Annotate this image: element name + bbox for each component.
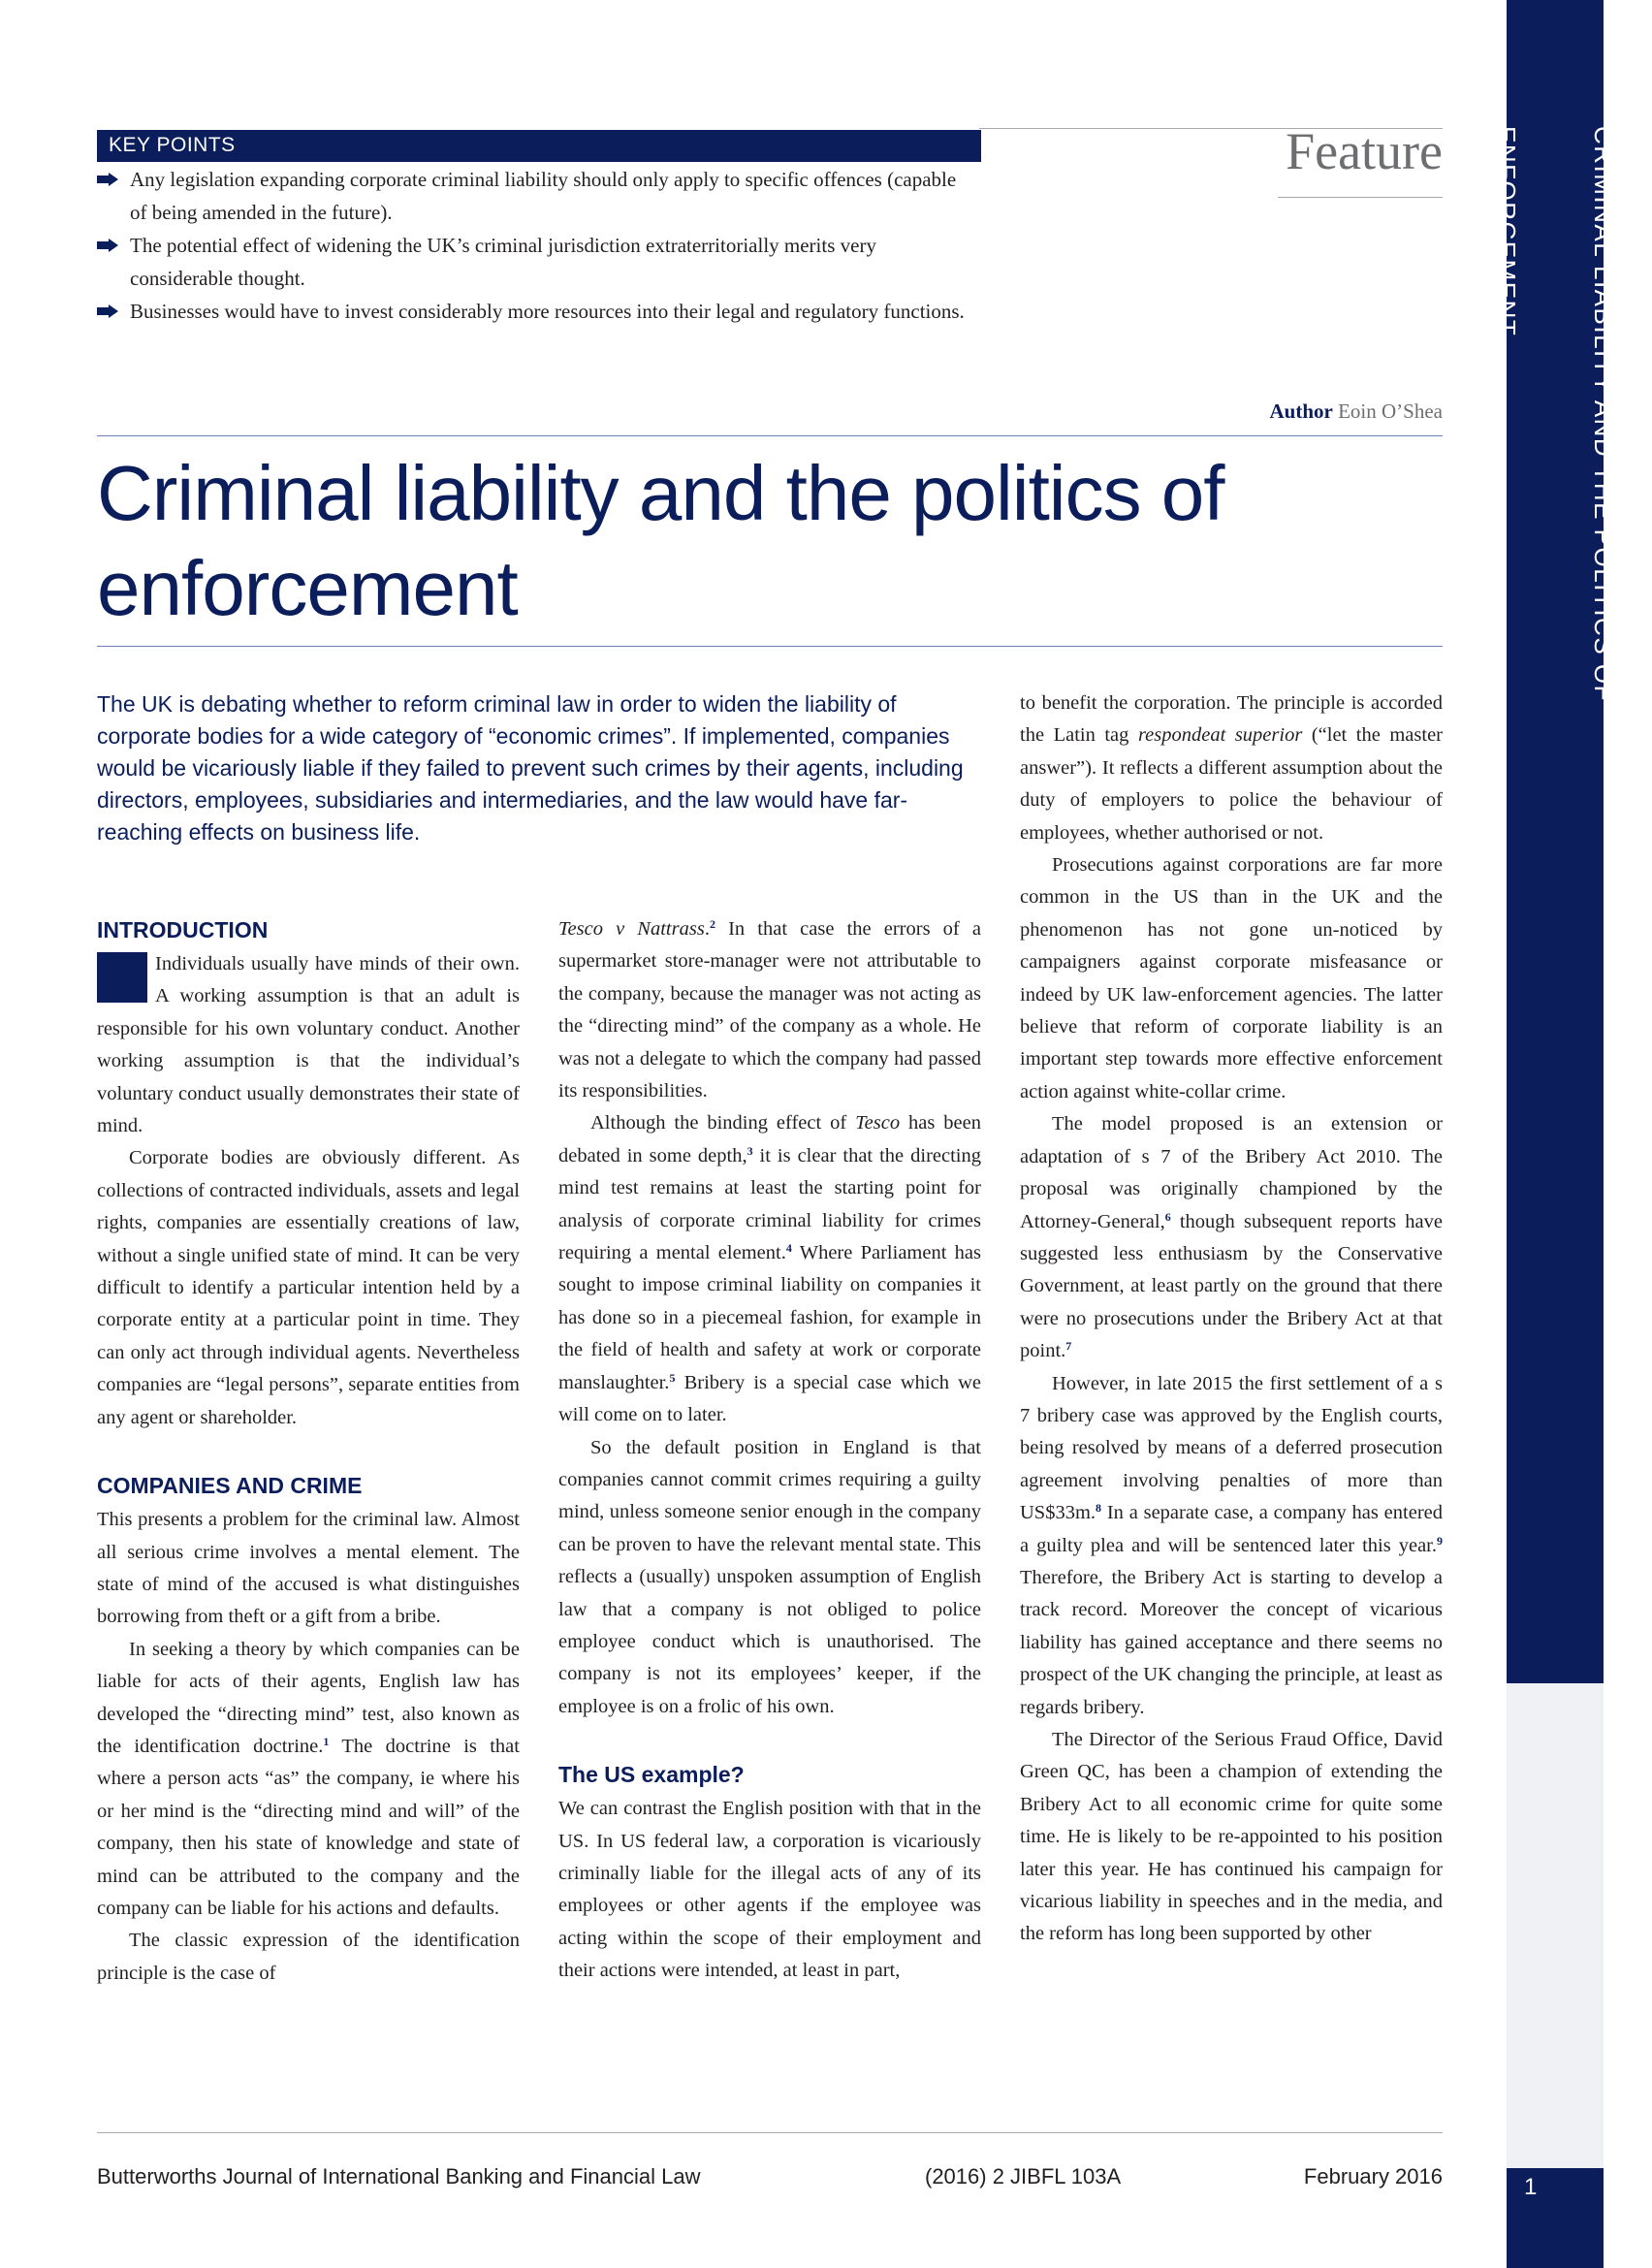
author-name: Eoin O’Shea xyxy=(1338,399,1443,423)
footnote-ref: 5 xyxy=(669,1370,676,1385)
footer-journal: Butterworths Journal of International Banking and Financial Law xyxy=(97,2164,701,2188)
arrow-bullet-icon xyxy=(97,304,118,318)
footer-rule xyxy=(97,2132,1443,2133)
paragraph: Tesco v Nattrass.$^2$ In that case the errors of a supermarket store-manager were not attributable to the company, because the manager was not acting as the “directing mind” of the company as a whole. He was not a delegate to which the company had passed its responsibilities. xyxy=(558,917,981,1102)
sidebar-lower-band xyxy=(1507,1683,1604,2168)
sidebar-running-title: CRIMINAL LIABILITY AND THE POLITICS OF ENFORCEMENT xyxy=(1492,126,1618,702)
paragraph: This presents a problem for the criminal law. Almost all serious crime involves a mental element. The state of mind of the accused is what distinguishes borrowing from theft or a gift from a bribe. xyxy=(97,1509,520,1628)
section-label-rule xyxy=(1278,197,1443,198)
footnote-ref: 7 xyxy=(1065,1339,1072,1354)
paragraph: The Director of the Serious Fraud Office, David Green QC, has been a champion of extending the Bribery Act to all economic crime for quite some time. He is likely to be re-appointed to his position later this year. He has continued his campaign for vicarious liability in speeches and in the media, and the reform has long been supported by other xyxy=(1020,1729,1443,1945)
paragraph: We can contrast the English position with that in the US. In US federal law, a corporation is vicariously criminally liable for the illegal acts of any of its employees or other agents if the employee was acting within the scope of their employment and their actions were intended, at least in part, xyxy=(558,1798,981,1982)
standfirst: The UK is debating whether to reform criminal law in order to widen the liability of corporate bodies for a wide category of “economic crimes”. If implemented, companies would be vicariously liable if they failed to prevent such crimes by their agents, including directors, employees, subsidiaries and intermediaries, and the law would have far-reaching effects on business life. xyxy=(97,691,964,845)
heading-introduction: INTRODUCTION xyxy=(97,917,269,942)
heading-us-example: The US example? xyxy=(558,1762,745,1788)
page-number: 1 xyxy=(1507,2168,1604,2268)
key-point-item: Any legislation expanding corporate criminal liability should only apply to specific offences (capable of being amended in the future). xyxy=(97,163,969,229)
key-point-item: Businesses would have to invest considerably more resources into their legal and regulatory functions. xyxy=(97,295,969,328)
footnote-ref: 6 xyxy=(1164,1209,1171,1224)
footnote-ref: 9 xyxy=(1437,1533,1443,1548)
article-title: Criminal liability and the politics of enforcement xyxy=(97,450,1224,631)
paragraph: So the default position in England is that companies cannot commit crimes requiring a guilty mind, unless someone senior enough in the company can be proven to have the relevant mental state. This reflects a (usually) unspoken assumption of English law that a company is not obliged to police employee conduct which is unauthorised. The company is not its employees’ keeper, if the employee is on a frolic of his own. xyxy=(558,1436,981,1717)
section-label: Feature xyxy=(1286,122,1443,180)
title-rule-bottom xyxy=(97,646,1443,647)
paragraph: In seeking a theory by which companies can be liable for acts of their agents, English law has developed the “directing mind” test, also known as the identification doctrine.$^1$ The doctrine is that where a person acts “as” the company, ie where his or her mind is the “directing mind and will” of the company, then his state of knowledge and state of mind can be attributed to the company and the company can be liable for his actions and defaults. xyxy=(97,1638,520,1919)
key-points-list xyxy=(97,163,969,328)
case-name: Tesco v Nattrass xyxy=(558,918,705,940)
key-points-heading: KEY POINTS xyxy=(97,130,981,162)
paragraph: The classic expression of the identification principle is the case of xyxy=(97,1930,520,1984)
footnote-ref: 8 xyxy=(1096,1501,1102,1516)
paragraph: Although the binding effect of Tesco has been debated in some depth,$^3$ it is clear that the directing mind test remains at least the starting point for analysis of corporate criminal liability for crimes requiring a mental element.$^4$ Where Parliament has sought to impose criminal liability on companies it has done so in a piecemeal fashion, for example in the field of health and safety at work or corporate manslaughter.$^5$ Bribery is a special case which we will come on to later. xyxy=(558,1112,981,1426)
footnote-ref: 4 xyxy=(785,1241,792,1256)
paragraph: However, in late 2015 the first settlement of a s 7 bribery case was approved by the English courts, being resolved by means of a deferred prosecution agreement involving penalties of more than US$33m.$^8$ In a separate case, a company has entered a guilty plea and will be sentenced later this year.$^9$ Therefore, the Bribery Act is starting to develop a track record. Moreover the concept of vicarious liability has gained acceptance and there seems no prospect of the UK changing the principle, at least as regards bribery. xyxy=(1020,1372,1443,1718)
column-1 xyxy=(97,913,520,1990)
paragraph: Prosecutions against corporations are far more common in the US than in the UK and the phenomenon has not gone un-noticed by campaigners against corporate misfeasance or indeed by UK law-enforcement agencies. The latter believe that reform of corporate liability is an important step towards more effective enforcement action against white-collar crime. xyxy=(1020,854,1443,1102)
column-2 xyxy=(558,913,981,1988)
paragraph: The model proposed is an extension or adaptation of s 7 of the Bribery Act 2010. The proposal was originally championed by the Attorney-General,$^6$ though subsequent reports have suggested less enthusiasm by the Conservative Government, at least partly on the ground that there were no prosecutions under the Bribery Act at that point.$^7$ xyxy=(1020,1113,1443,1362)
drop-cap-block xyxy=(97,952,147,1003)
footer-citation: (2016) 2 JIBFL 103A xyxy=(925,2164,1122,2188)
footnote-ref: 2 xyxy=(709,917,715,931)
footnote-ref: 3 xyxy=(747,1143,753,1158)
arrow-bullet-icon xyxy=(97,173,118,186)
paragraph: Corporate bodies are obviously different. As collections of contracted individuals, assets and legal rights, companies are essentially creations of law, without a single unified state of mind. It can be very difficult to identify a particular intention held by a corporate entity at a particular point in time. They can only act through individual agents. Nevertheless companies are “legal persons”, separate entities from any agent or shareholder. xyxy=(97,1147,520,1428)
author-label: Author xyxy=(1269,399,1333,423)
paragraph: to benefit the corporation. The principle is accorded the Latin tag respondeat superior (“let the master answer”). It reflects a different assumption about the duty of employers to police the behaviour of employees, whether authorised or not. xyxy=(1020,692,1444,844)
arrow-bullet-icon xyxy=(97,239,118,252)
column-3 xyxy=(1020,687,1443,1951)
paragraph: Individuals usually have minds of their own. A working assumption is that an adult is responsible for his own voluntary conduct. Another working assumption is that the individual’s voluntary conduct usually demonstrates their state of mind. xyxy=(97,953,520,1137)
footer-date: February 2016 xyxy=(1303,2164,1443,2188)
title-rule-top xyxy=(97,435,1443,436)
footnote-ref: 1 xyxy=(323,1734,330,1748)
byline xyxy=(1270,399,1444,424)
heading-companies-and-crime: COMPANIES AND CRIME xyxy=(97,1473,363,1499)
key-point-item: The potential effect of widening the UK’s criminal jurisdiction extraterritorially merits very considerable thought. xyxy=(97,229,969,295)
